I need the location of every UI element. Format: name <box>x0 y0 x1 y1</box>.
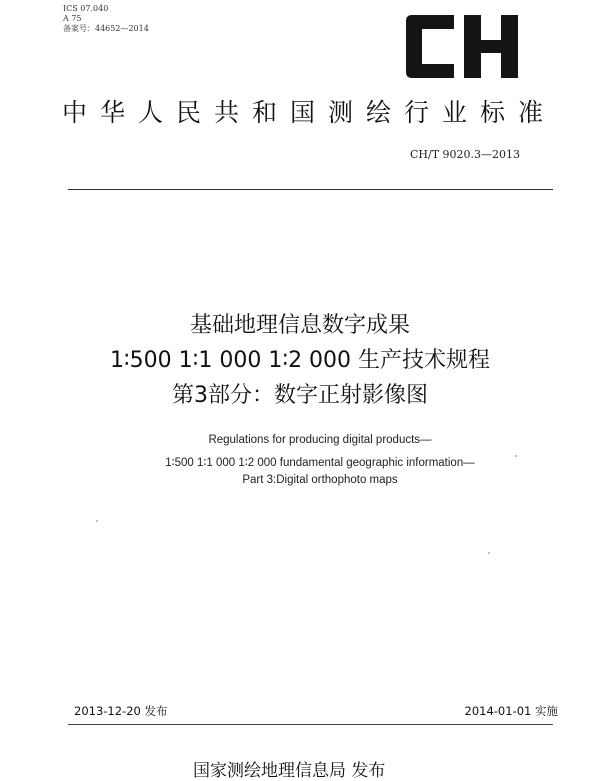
title-zh-line1: 基础地理信息数字成果 <box>189 313 410 338</box>
scan-speck <box>96 520 98 522</box>
logo-letter-h-bar <box>481 40 501 53</box>
scan-speck <box>515 455 517 457</box>
implementation-date: 2014-01-01 实施 <box>464 704 558 718</box>
title-en-line2: 1∶500 1∶1 000 1∶2 000 fundamental geographic information— <box>165 457 475 469</box>
scan-speck <box>488 552 490 554</box>
logo-letter-h-left <box>464 15 481 78</box>
organization-title: 中华人民共和国测绘行业标准 <box>62 98 557 127</box>
ics-code: ICS 07.040 <box>63 4 109 13</box>
classification-block <box>63 4 149 34</box>
title-en-line3: Part 3:Digital orthophoto maps <box>242 474 398 486</box>
logo-letter-h-right <box>501 15 518 78</box>
record-number: 备案号：44652—2014 <box>63 24 149 33</box>
title-zh-line2: 1∶500 1∶1 000 1∶2 000 生产技术规程 <box>109 348 491 373</box>
ch-logo <box>402 15 520 78</box>
logo-letter-c <box>406 15 454 78</box>
class-code: A 75 <box>63 14 82 23</box>
publisher: 国家测绘地理信息局 发布 <box>193 761 386 781</box>
issue-date: 2013-12-20 发布 <box>74 704 168 718</box>
title-zh-line3: 第3部分：数字正射影像图 <box>172 383 428 408</box>
bottom-divider <box>68 724 553 725</box>
top-divider <box>68 189 553 190</box>
title-en-line1: Regulations for producing digital products— <box>208 434 432 446</box>
standard-code: CH/T 9020.3—2013 <box>410 148 521 161</box>
